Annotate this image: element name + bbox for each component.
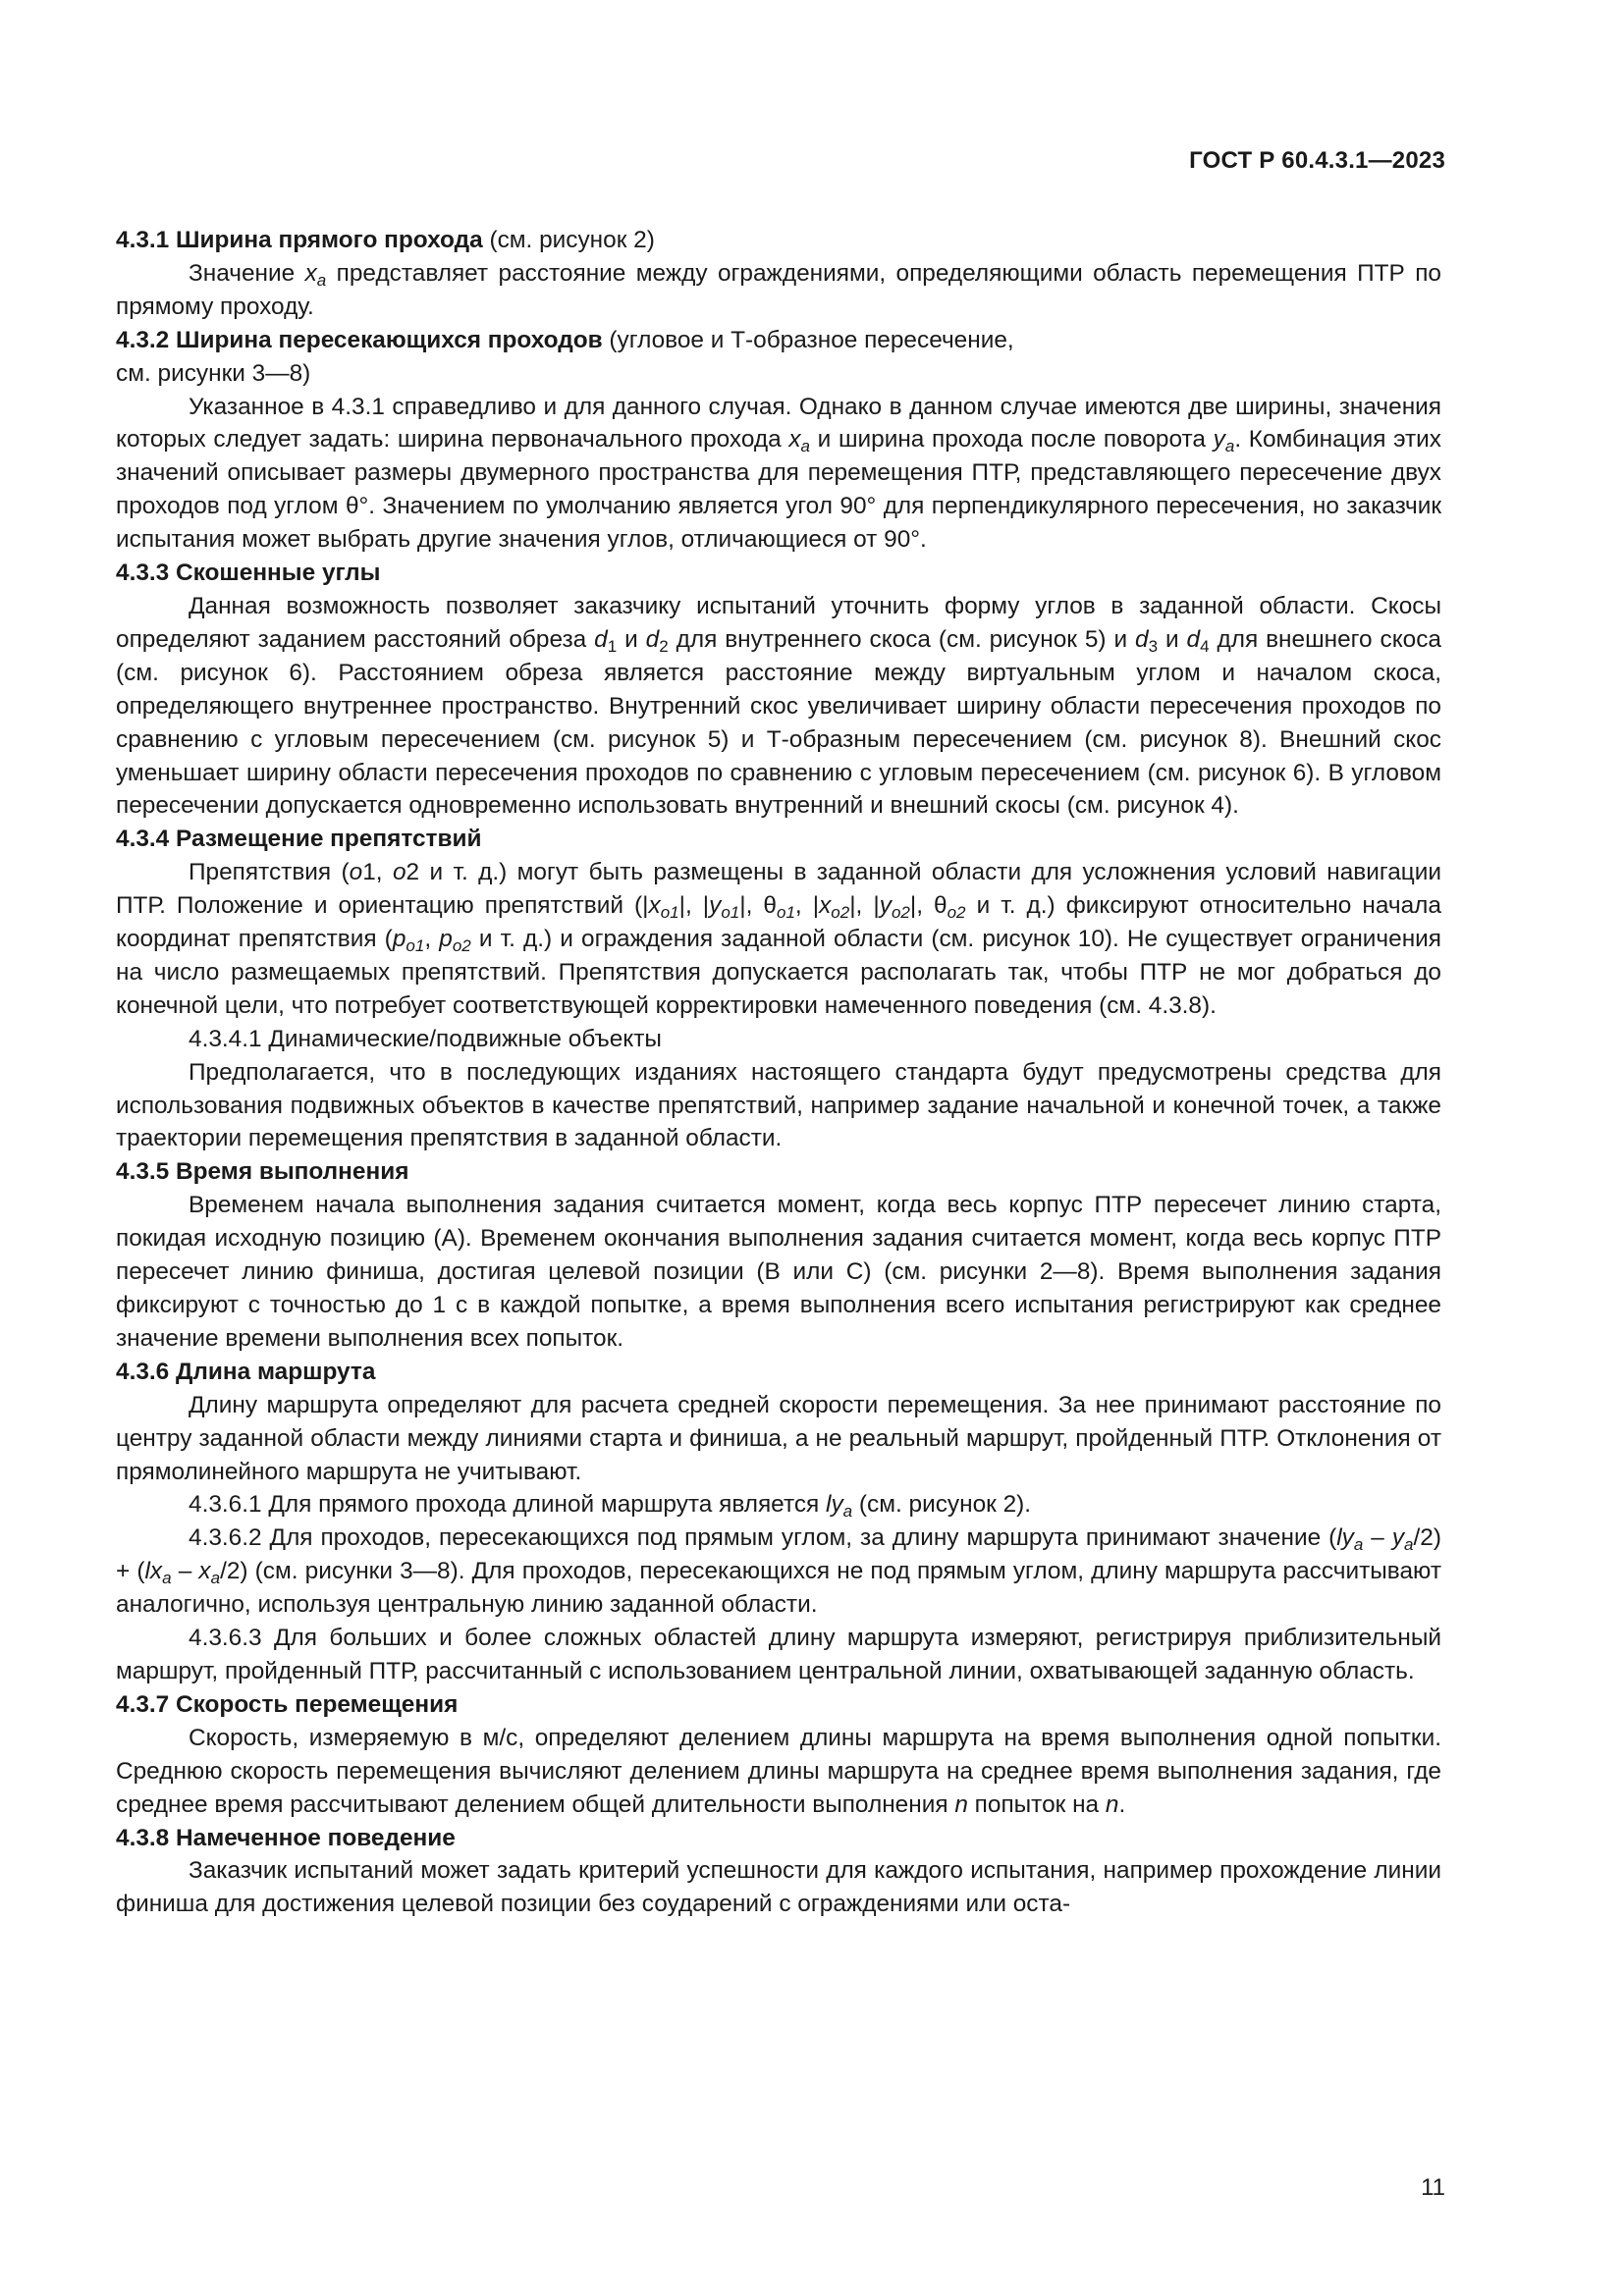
paragraph: 4.3.6.1 Для прямого прохода длиной маршрута является $ly_a$ (см. рисунок 2). xyxy=(189,1491,1032,1522)
heading-continuation: см. рисунки 3—8) xyxy=(116,359,311,387)
paragraph: 4.3.6.3 Для больших и более сложных областей длину маршрута измеряют, регистрируя приблизительный маршрут, пройденный ПТР, рассчитанный с использованием центральной линии, охватывающей заданную область. xyxy=(116,1625,1441,1684)
paragraph: Заказчик испытаний может задать критерий успешности для каждого испытания, например прохождение линии финиша для достижения целевой позиции без соударений с ограждениями или оста- xyxy=(116,1857,1441,1918)
section-title: 4.3.7 Скорость перемещения xyxy=(116,1690,459,1718)
document-header: ГОСТ Р 60.4.3.1—2023 xyxy=(1189,147,1445,174)
section-title: 4.3.5 Время выполнения xyxy=(116,1158,409,1186)
paragraph: Временем начала выполнения задания считается момент, когда весь корпус ПТР пересечет линию старта, покидая исходную позицию (А). Временем окончания выполнения задания считается момент, когда весь корпус ПТР пересечет линию финиша, достигая целевой позиции (В или С) (см. рисунки 2—8). Время выполнения задания фиксируют с точностью до 1 с в каждой попытке, а время выполнения всего испытания регистрируют как среднее значение времени выполнения всех попыток. xyxy=(116,1192,1441,1352)
section-title: 4.3.2 Ширина пересекающихся проходов xyxy=(116,326,603,353)
paragraph: Предполагается, что в последующих изданиях настоящего стандарта будут предусмотрены средства для использования подвижных объектов в качестве препятствий, например задание начальной и конечной точек, а также траектории перемещения препятствия в заданной области. xyxy=(116,1058,1441,1152)
section-4-3-4-1-heading: 4.3.4.1 Динамические/подвижные объекты xyxy=(189,1025,662,1052)
section-title: 4.3.8 Намеченное поведение xyxy=(116,1824,456,1851)
section-title: 4.3.6 Длина маршрута xyxy=(116,1358,376,1385)
section-title: 4.3.4 Размещение препятствий xyxy=(116,826,482,853)
paragraph: Препятствия (o1, o2 и т. д.) могут быть размещены в заданной области для усложнения условий навигации ПТР. Положение и ориентацию препятствий ($|x_{o1}|$, $|y_{o1}|$, $\theta_{o1}$, $|x_{o2}|$, $|y_{o2}|$, $\theta_{o2}$ и т. д.) фиксируют относительно начала координат препятствия ($p_{o1}$, $p_{o2}$ и т. д.) и ограждения заданной области (см. рисунок 10). Не существует ограничения на число размещаемых препятствий. Препятствия допускается располагать так, чтобы ПТР не мог добраться до конечной цели, что потребует соответствующей корректировки намеченного поведения (см. 4.3.8). xyxy=(116,859,1442,1019)
document-body: 4.3.1 Ширина прямого прохода (см. рисунок 2) Значение $x_a$ представляет расстояние между ограждениями, определяющими область перемещения ПТР по прямому проходу. 4.3.2 Ширина пересекающихся проходов (угловое и Т-образное пересечение, см. рисунки 3—8) Указанное в 4.3.1 справедливо и для данного случая. Однако в данном случае имеются две ширины, значения которых следует задать: ширина первоначального прохода $x_a$ и ширина прохода после поворота $y_a$. Комбинация этих значений описывает размеры двумерного пространства для перемещения ПТР, представляющего пересечение двух проходов под углом θ°. Значением по умолчанию является угол 90° для перпендикулярного пересечения, но заказчик испытания может выбрать другие значения углов, отличающиеся от 90°. 4.3.3 Скошенные углы Данная возможность позволяет заказчику испытаний уточнить форму углов в заданной области. Скосы определяют заданием расстояний обреза $d_1$ и $d_2$ для внутреннего скоса (см. рисунок 5) и $d_3$ и $d_4$ для внешнего скоса (см. рисунок 6). Расстоянием обреза является расстояние между виртуальным углом и началом скоса, определяющего внутреннее пространство. Внутренний скос увеличивает ширину области пересечения проходов по сравнению с угловым пересечением (см. рисунок 5) и Т-образным пересечением (см. рисунок 8). Внешний скос уменьшает ширину области пересечения проходов по сравнению с угловым пересечением (см. рисунок 6). В угловом пересечении допускается одновременно использовать внутренний и внешний скосы (см. рисунок 4). 4.3.4 Размещение препятствий Препятствия (o1, o2 и т. д.) могут быть размещены в заданной области для усложнения условий навигации ПТР. Положение и ориентацию препятствий ($|x_{o1}|$, $|y_{o1}|$, $\theta_{o1}$, $|x_{o2}|$, $|y_{o2}|$, $\theta_{o2}$ и т. д.) фиксируют относительно начала координат препятствия ($p_{o1}$, $p_{o2}$ и т. д.) и ограждения заданной области (см. рисунок 10). Не существует ограничения на число размещаемых препятствий. Препятствия допускается располагать так, чтобы ПТР не мог добраться до конечной цели, что потребует соответствующей корректировки намеченного поведения (см. 4.3.8). 4.3.4.1 Динамические/подвижные объекты Предполагается, что в последующих изданиях настоящего стандарта будут предусмотрены средства для использования подвижных объектов в качестве препятствий, например задание начальной и конечной точек, а также траектории перемещения препятствия в заданной области. 4.3.5 Время выполнения Временем начала выполнения задания считается момент, когда весь корпус ПТР пересечет линию старта, покидая исходную позицию (А). Временем окончания выполнения задания считается момент, когда весь корпус ПТР пересечет линию финиша, достигая целевой позиции (В или С) (см. рисунки 2—8). Время выполнения задания фиксируют с точностью до 1 с в каждой попытке, а время выполнения всего испытания регистрируют как среднее значение времени выполнения всех попыток. 4.3.6 Длина маршрута Длину маршрута определяют для расчета средней скорости перемещения. За нее принимают расстояние по центру заданной области между линиями старта и финиша, а не реальный маршрут, пройденный ПТР. Отклонения от прямолинейного маршрута не учитывают. 4.3.6.1 Для прямого прохода длиной маршрута является $ly_a$ (см. рисунок 2). 4.3.6.2 Для проходов, пересекающихся под прямым углом, за длину маршрута принимают значение $(ly_a - y_a/2) + (lx_a - x_a/2)$ (см. рисунки 3—8). Для проходов, пересекающихся не под прямым углом, длину маршрута рассчитывают аналогично, используя центральную линию заданной области. 4.3.6.3 Для больших и более сложных областей длину маршрута измеряют, регистрируя приблизительный маршрут, пройденный ПТР, рассчитанный с использованием центральной линии, охватывающей заданную область. 4.3.7 Скорость перемещения Скорость, измеряемую в м/с, определяют делением длины маршрута на время выполнения одной попытки. Среднюю скорость перемещения вычисляют делением длины маршрута на среднее время выполнения задания, где среднее время рассчитывают делением общей длительности выполнения n попыток на n. 4.3.8 Намеченное поведение Заказчик испытаний может задать критерий успешности для каждого испытания, например прохождение линии финиша для достижения целевой позиции без соударений с ограждениями или оста- xyxy=(116,224,1441,1921)
page-number: 11 xyxy=(1421,2174,1445,2201)
section-title: 4.3.3 Скошенные углы xyxy=(116,560,381,587)
paragraph: Длину маршрута определяют для расчета средней скорости перемещения. За нее принимают расстояние по центру заданной области между линиями старта и финиша, а не реальный маршрут, пройденный ПТР. Отклонения от прямолинейного маршрута не учитывают. xyxy=(116,1391,1441,1485)
paragraph: 4.3.6.2 Для проходов, пересекающихся под прямым углом, за длину маршрута принимают значение $(ly_a - y_a/2) + (lx_a - x_a/2)$ (см. рисунки 3—8). Для проходов, пересекающихся не под прямым углом, длину маршрута рассчитывают аналогично, используя центральную линию заданной области. xyxy=(116,1524,1441,1619)
paragraph: Указанное в 4.3.1 справедливо и для данного случая. Однако в данном случае имеются две ширины, значения которых следует задать: ширина первоначального прохода $x_a$ и ширина прохода после поворота $y_a$. Комбинация этих значений описывает размеры двумерного пространства для перемещения ПТР, представляющего пересечение двух проходов под углом θ°. Значением по умолчанию является угол 90° для перпендикулярного пересечения, но заказчик испытания может выбрать другие значения углов, отличающиеся от 90°. xyxy=(116,393,1441,554)
paragraph: Значение $x_a$ представляет расстояние между ограждениями, определяющими область перемещения ПТР по прямому проходу. xyxy=(116,259,1441,320)
paragraph: Скорость, измеряемую в м/с, определяют делением длины маршрута на время выполнения одной попытки. Среднюю скорость перемещения вычисляют делением длины маршрута на среднее время выполнения задания, где среднее время рассчитывают делением общей длительности выполнения n попыток на n. xyxy=(116,1724,1441,1818)
paragraph: Данная возможность позволяет заказчику испытаний уточнить форму углов в заданной области. Скосы определяют заданием расстояний обреза $d_1$ и $d_2$ для внутреннего скоса (см. рисунок 5) и $d_3$ и $d_4$ для внешнего скоса (см. рисунок 6). Расстоянием обреза является расстояние между виртуальным углом и началом скоса, определяющего внутреннее пространство. Внутренний скос увеличивает ширину области пересечения проходов по сравнению с угловым пересечением (см. рисунок 5) и Т-образным пересечением (см. рисунок 8). Внешний скос уменьшает ширину области пересечения проходов по сравнению с угловым пересечением (см. рисунок 6). В угловом пересечении допускается одновременно использовать внутренний и внешний скосы (см. рисунок 4). xyxy=(116,592,1441,820)
section-title: 4.3.1 Ширина прямого прохода xyxy=(116,227,483,253)
